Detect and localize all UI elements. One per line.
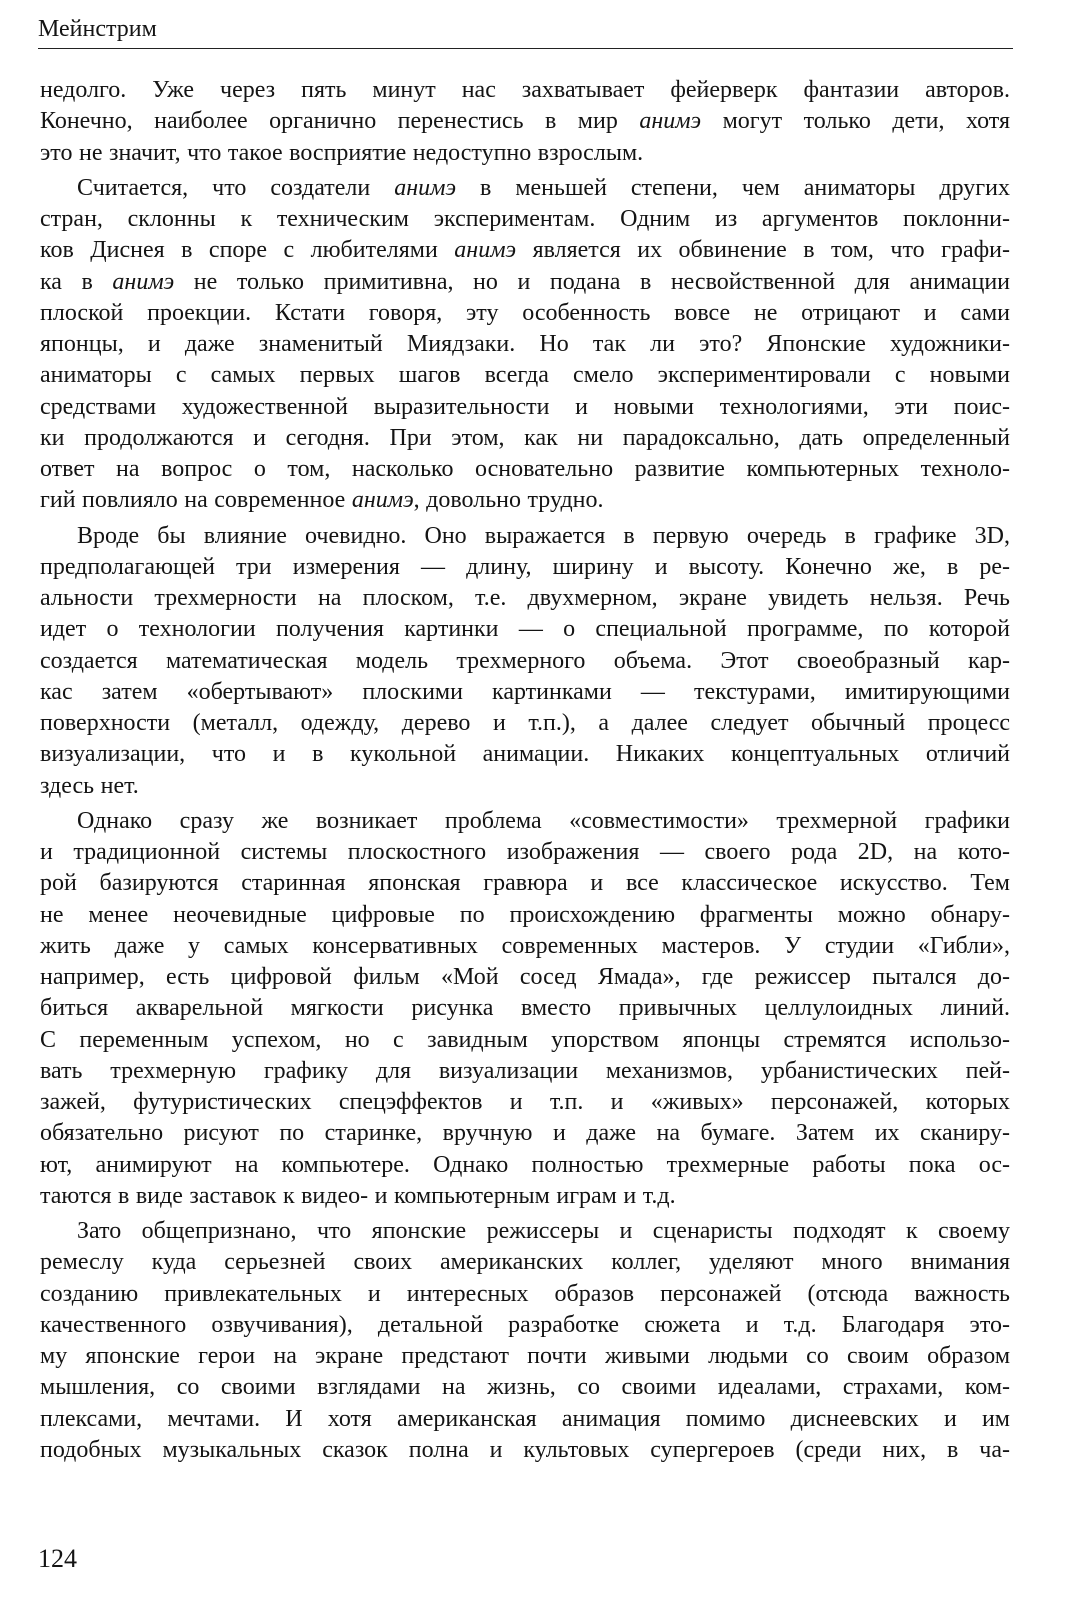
text-line [40, 583, 1010, 614]
text-run: не только примитивна, но и подана в несвойственной для анимации [174, 268, 1011, 295]
text-run: средствами художественной выразительности и новыми технологиями, эти поис- [40, 393, 1010, 420]
text-line [40, 392, 1010, 423]
italic-term: анимэ [639, 108, 702, 135]
text-run: ют, анимируют на компьютере. Однако полностью трехмерные работы пока ос- [40, 1151, 1010, 1178]
text-line [40, 521, 1010, 552]
text-run: зажей, футуристических спецэффектов и т.п. и «живых» персонажей, которых [40, 1089, 1010, 1115]
text-line [40, 298, 1010, 329]
text-line [40, 1247, 1010, 1278]
text-line [40, 1435, 1010, 1466]
text-run: недолго. Уже через пять минут нас захватывает фейерверк фантазии авторов. [40, 77, 1010, 103]
text-run: С переменным успехом, но с завидным упорством японцы стремятся использо- [40, 1026, 1010, 1053]
paragraph [40, 1216, 1010, 1466]
text-line [40, 485, 1010, 516]
text-run: ответ на вопрос о том, насколько основательно развитие компьютерных техноло- [40, 456, 1010, 482]
text-run: это не значит, что такое восприятие недоступно взрослым. [40, 139, 644, 166]
text-run: визуализации, что и в кукольной анимации. Никаких концептуальных отличий [40, 741, 1010, 768]
text-run: ремеслу куда серьезней своих американских коллег, уделяют много внимания [40, 1249, 1010, 1276]
text-line [40, 614, 1010, 645]
text-line [40, 552, 1010, 583]
text-run: Однако сразу же возникает проблема «совместимости» трехмерной графики [77, 807, 1010, 834]
text-line [40, 1404, 1010, 1435]
text-run: , довольно трудно. [413, 487, 604, 514]
text-run: подобных музыкальных сказок полна и культовых супергероев (среди них, в ча- [40, 1436, 1010, 1463]
text-line [40, 1372, 1010, 1403]
text-line [40, 106, 1010, 137]
text-line [40, 75, 1010, 106]
text-line [40, 1216, 1010, 1247]
text-line [40, 962, 1010, 993]
text-line [40, 1025, 1010, 1056]
text-line [40, 360, 1010, 391]
text-line [40, 806, 1010, 837]
text-run: рой базируются старинная японская гравюра и все классическое искусство. Тем [40, 870, 1010, 897]
text-run: Вроде бы влияние очевидно. Оно выражается в первую очередь в графике 3D, [77, 522, 1010, 549]
text-line [40, 204, 1010, 235]
text-line [40, 1150, 1010, 1181]
text-run: стран, склонны к техническим экспериментам. Одним из аргументов поклонни- [40, 206, 1010, 232]
text-run: является их обвинение в том, что графи- [516, 237, 1010, 264]
text-run: например, есть цифровой фильм «Мой сосед Ямада», где режиссер пытался до- [40, 964, 1010, 990]
header-rule [38, 48, 1013, 49]
text-line [40, 677, 1010, 708]
text-line [40, 1279, 1010, 1310]
text-line [40, 931, 1010, 962]
text-line [40, 235, 1010, 266]
text-run: созданию привлекательных и интересных образов персонажей (отсюда важность [40, 1280, 1010, 1307]
text-run: идет о технологии получения картинки — о специальной программе, по которой [40, 616, 1010, 643]
text-run: Зато общепризнано, что японские режиссеры и сценаристы подходят к своему [77, 1218, 1010, 1244]
italic-term: анимэ [454, 237, 517, 264]
italic-term: анимэ [112, 268, 175, 295]
text-run: ки продолжаются и сегодня. При этом, как ни парадоксально, дать определенный [40, 424, 1010, 451]
text-line [40, 739, 1010, 770]
text-line [40, 1056, 1010, 1087]
paragraph [40, 75, 1010, 169]
text-run: таются в виде заставок к видео- и компьютерным играм и т.д. [40, 1182, 676, 1209]
text-run: ков Диснея в споре с любителями [40, 237, 455, 264]
text-run: японцы, и даже знаменитый Миядзаки. Но так ли это? Японские художники- [40, 331, 1010, 357]
text-run: ка в [40, 268, 113, 295]
text-line [40, 423, 1010, 454]
text-line [40, 1181, 1010, 1212]
text-run: в меньшей степени, чем аниматоры других [456, 174, 1010, 201]
text-run: му японские герои на экране предстают почти живыми людьми со своим образом [40, 1343, 1010, 1369]
body-text [40, 75, 1010, 1466]
text-line [40, 771, 1010, 802]
running-header: Мейнстрим [38, 16, 157, 42]
italic-term: анимэ [351, 487, 414, 514]
text-run: и традиционной системы плоскостного изображения — своего рода 2D, на кото- [40, 839, 1010, 865]
text-line [40, 267, 1010, 298]
text-line [40, 1087, 1010, 1118]
text-run: Конечно, наиболее органично перенестись в мир [40, 108, 640, 135]
text-line [40, 837, 1010, 868]
text-run: плоской проекции. Кстати говоря, эту особенность вовсе не отрицают и сами [40, 299, 1010, 326]
text-run: обязательно рисуют по старинке, вручную и даже на бумаге. Затем их сканиру- [40, 1120, 1010, 1147]
text-line [40, 138, 1010, 169]
italic-term: анимэ [394, 174, 457, 201]
text-run: качественного озвучивания), детальной разработке сюжета и т.д. Благодаря это- [40, 1311, 1010, 1338]
text-run: жить даже у самых консервативных современных мастеров. У студии «Гибли», [40, 932, 1010, 959]
text-line [40, 868, 1010, 899]
text-run: Считается, что создатели [77, 174, 395, 201]
text-line [40, 454, 1010, 485]
text-run: биться акварельной мягкости рисунка вместо привычных целлулоидных линий. [40, 995, 1010, 1022]
text-line [40, 1118, 1010, 1149]
text-line [40, 1341, 1010, 1372]
text-run: аниматоры с самых первых шагов всегда смело экспериментировали с новыми [40, 362, 1010, 389]
text-run: предполагающей три измерения — длину, ширину и высоту. Конечно же, в ре- [40, 553, 1010, 580]
text-line [40, 900, 1010, 931]
text-run: здесь нет. [40, 772, 139, 799]
paragraph [40, 806, 1010, 1212]
paragraph [40, 521, 1010, 802]
text-run: не менее неочевидные цифровые по происхождению фрагменты можно обнару- [40, 901, 1010, 928]
paragraph [40, 173, 1010, 517]
text-line [40, 708, 1010, 739]
text-run: гий повлияло на современное [40, 487, 352, 514]
text-run: мышления, со своими взглядами на жизнь, со своими идеалами, страхами, ком- [40, 1374, 1010, 1401]
text-run: кас затем «обертывают» плоскими картинками — текстурами, имитирующими [40, 678, 1010, 705]
text-line [40, 646, 1010, 677]
page-number: 124 [38, 1544, 77, 1573]
text-run: вать трехмерную графику для визуализации механизмов, урбанистических пей- [40, 1057, 1010, 1084]
text-run: альности трехмерности на плоском, т.е. двухмерном, экране увидеть нельзя. Речь [40, 585, 1010, 611]
text-run: создается математическая модель трехмерного объема. Этот своеобразный кар- [40, 647, 1010, 674]
text-line [40, 993, 1010, 1024]
text-run: плексами, мечтами. И хотя американская анимация помимо диснеевских и им [40, 1405, 1010, 1432]
text-run: могут только дети, хотя [701, 108, 1010, 135]
text-run: поверхности (металл, одежду, дерево и т.п.), а далее следует обычный процесс [40, 710, 1010, 736]
text-line [40, 1310, 1010, 1341]
text-line [40, 329, 1010, 360]
text-line [40, 173, 1010, 204]
